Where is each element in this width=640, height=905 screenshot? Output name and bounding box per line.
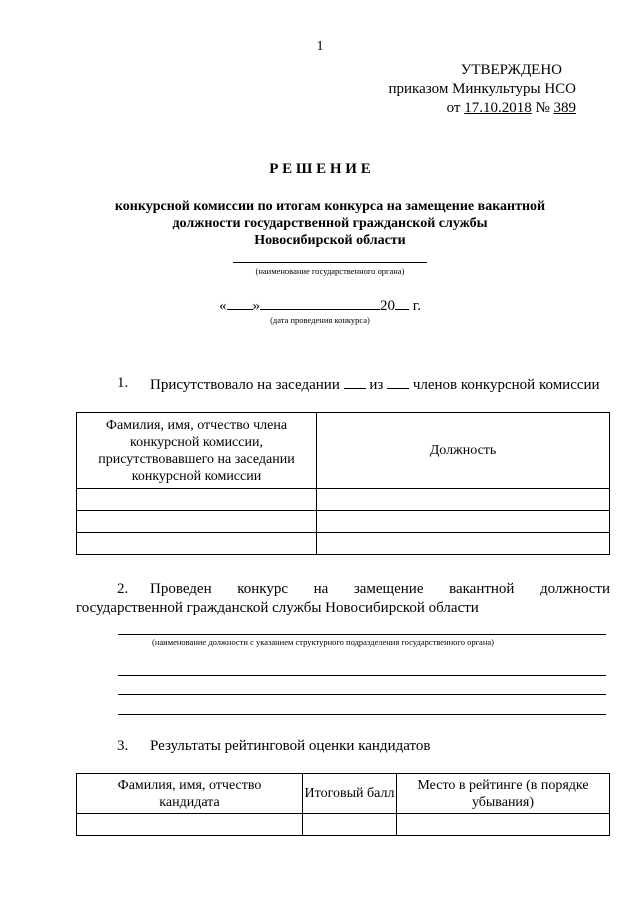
approval-number-sign: № bbox=[535, 100, 550, 116]
members-header-name: Фамилия, имя, отчество члена конкурсной комиссии, присутствовавшего на заседании конкурсной комиссии bbox=[77, 413, 317, 489]
table-cell[interactable] bbox=[397, 814, 610, 836]
approval-number: 389 bbox=[553, 100, 576, 116]
ratings-table bbox=[76, 773, 610, 836]
section3-number: 3. bbox=[117, 738, 129, 754]
table-cell[interactable] bbox=[317, 511, 610, 533]
section2-number: 2. bbox=[117, 581, 129, 597]
ratings-header-score: Итоговый балл bbox=[303, 774, 397, 814]
section1-text-c: членов конкурсной комиссии bbox=[412, 377, 600, 393]
table-row bbox=[77, 814, 610, 836]
date-year-prefix: 20 bbox=[380, 298, 395, 314]
table-cell[interactable] bbox=[317, 533, 610, 555]
date-day-blank bbox=[227, 295, 253, 310]
section2-word: на bbox=[313, 581, 329, 597]
ratings-table-header bbox=[77, 774, 610, 814]
page-number: 1 bbox=[316, 39, 324, 54]
position-name-line bbox=[118, 634, 606, 635]
subtitle-line-1: конкурсной комиссии по итогам конкурса на замещение вакантной bbox=[114, 199, 546, 214]
section1-text bbox=[150, 374, 600, 394]
section3-text: Результаты рейтинговой оценки кандидатов bbox=[150, 738, 431, 754]
section1-text-b: из bbox=[369, 377, 384, 393]
table-cell[interactable] bbox=[77, 814, 303, 836]
section2-word: Проведен bbox=[150, 581, 212, 597]
table-row bbox=[77, 511, 610, 533]
section2-word: замещение bbox=[353, 581, 424, 597]
table-cell[interactable] bbox=[303, 814, 397, 836]
ratings-header-place: Место в рейтинге (в порядке убывания) bbox=[397, 774, 610, 814]
fill-line bbox=[118, 714, 606, 715]
approval-date: 17.10.2018 bbox=[464, 100, 532, 116]
date-year-suffix: г. bbox=[412, 298, 421, 314]
subtitle-line-2: должности государственной гражданской службы bbox=[172, 216, 488, 231]
date-close-quote: » bbox=[252, 298, 260, 314]
fill-line bbox=[118, 694, 606, 695]
org-name-caption: (наименование государственного органа) bbox=[255, 266, 405, 276]
approval-order-line: приказом Минкультуры НСО bbox=[388, 81, 576, 97]
ratings-header-name: Фамилия, имя, отчество кандидата bbox=[77, 774, 303, 814]
members-header-position: Должность bbox=[317, 413, 610, 489]
approval-date-prefix: от bbox=[446, 100, 461, 116]
date-caption: (дата проведения конкурса) bbox=[270, 315, 370, 325]
table-cell[interactable] bbox=[77, 489, 317, 511]
section2-line1 bbox=[150, 580, 610, 598]
date-field bbox=[219, 295, 459, 315]
table-cell[interactable] bbox=[77, 533, 317, 555]
approval-date-line bbox=[380, 99, 576, 117]
section2-word: конкурс bbox=[237, 581, 288, 597]
members-table bbox=[76, 412, 610, 555]
position-name-caption: (наименование должности с указанием структурного подразделения государственного органа) bbox=[152, 637, 494, 647]
date-month-blank bbox=[260, 295, 380, 310]
section2-line2: государственной гражданской службы Новосибирской области bbox=[76, 600, 479, 616]
subtitle-line-3: Новосибирской области bbox=[254, 233, 406, 248]
section1-total-blank bbox=[387, 374, 409, 389]
section1-number: 1. bbox=[117, 375, 129, 391]
fill-line bbox=[118, 675, 606, 676]
table-cell[interactable] bbox=[317, 489, 610, 511]
document-title: Р Е Ш Е Н И Е bbox=[269, 161, 371, 177]
section2-word: должности bbox=[540, 581, 610, 597]
members-table-header bbox=[77, 413, 610, 489]
section2-word: вакантной bbox=[449, 581, 515, 597]
table-cell[interactable] bbox=[77, 511, 317, 533]
table-row bbox=[77, 533, 610, 555]
org-name-line bbox=[233, 262, 427, 263]
section1-text-a: Присутствовало на заседании bbox=[150, 377, 340, 393]
date-year-blank bbox=[395, 295, 409, 310]
approval-status: УТВЕРЖДЕНО bbox=[460, 62, 562, 78]
table-row bbox=[77, 489, 610, 511]
section1-present-blank bbox=[344, 374, 366, 389]
date-open-quote: « bbox=[219, 298, 227, 314]
